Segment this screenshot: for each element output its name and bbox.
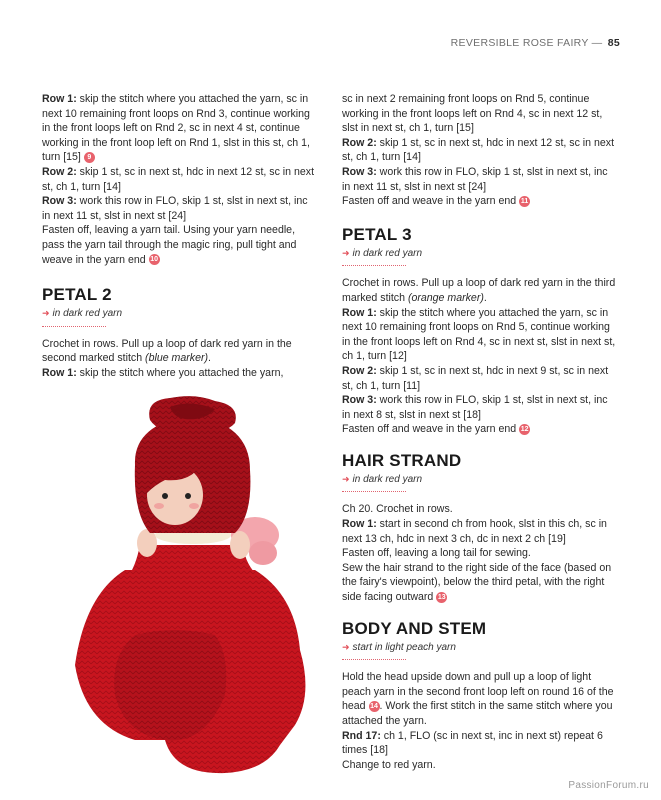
arrow-icon: ➜ bbox=[342, 247, 350, 258]
hair-row1: Row 1: start in second ch from hook, slst in this ch, sc in next 13 ch, hdc in next 3 ch, dc in next 2 ch [19] bbox=[342, 518, 607, 545]
petal2-row1: Row 1: skip the stitch where you attached the yarn, bbox=[42, 366, 284, 379]
step-badge: 13 bbox=[437, 593, 446, 601]
petal3-row1: Row 1: skip the stitch where you attached the yarn, sc in next 10 remaining front loops on Rnd 5, continue working in the front loops left on Rnd 4, sc in next st, slst in next st, ch 1, turn [12] bbox=[342, 306, 616, 363]
divider bbox=[42, 326, 106, 327]
left-row3: Row 3: work this row in FLO, skip 1 st, slst in next st, inc in next 11 st, slst in next st [24] bbox=[42, 195, 308, 222]
step-badge: 9 bbox=[84, 152, 95, 163]
arrow-icon: ➜ bbox=[342, 473, 350, 484]
section-title-body: BODY AND STEM bbox=[342, 618, 487, 638]
hair-fasten: Fasten off, leaving a long tail for sewing. bbox=[342, 547, 531, 560]
section-title-petal3: PETAL 3 bbox=[342, 224, 412, 244]
divider bbox=[342, 491, 406, 492]
petal3-row2: Row 2: skip 1 st, sc in next st, hdc in next 9 st, sc in next st, ch 1, turn [11] bbox=[342, 364, 609, 392]
arrow-icon: ➜ bbox=[42, 308, 50, 319]
watermark: PassionForum.ru bbox=[568, 780, 649, 791]
step-badge: 14 bbox=[370, 703, 378, 711]
header-title: REVERSIBLE ROSE FAIRY — bbox=[450, 37, 603, 49]
left-fasten: Fasten off, leaving a yarn tail. Using your yarn needle, pass the yarn tail through the magic ring, pull tight and weave in the yarn end 10 bbox=[42, 224, 297, 266]
right-row2: Row 2: skip 1 st, sc in next st, hdc in next 12 st, sc in next st, ch 1, turn [14] bbox=[342, 136, 615, 164]
section-title-hair: HAIR STRAND bbox=[342, 450, 462, 470]
left-column bbox=[42, 92, 318, 381]
rose-fairy-doll-image bbox=[55, 395, 327, 795]
page-number: 85 bbox=[607, 37, 620, 49]
yarn-note: ➜ start in light peach yarn bbox=[342, 641, 456, 653]
yarn-note: ➜ in dark red yarn bbox=[342, 247, 423, 259]
right-column bbox=[342, 92, 618, 772]
arm bbox=[137, 529, 157, 557]
running-header bbox=[451, 37, 620, 49]
right-row3: Row 3: work this row in FLO, skip 1 st, slst in next st, inc in next 11 st, slst in next st [24] bbox=[342, 165, 608, 193]
hair-intro: Ch 20. Crochet in rows. bbox=[342, 503, 453, 516]
step-badge: 11 bbox=[520, 197, 529, 205]
body-intro: Hold the head upside down and pull up a loop of light peach yarn in the second front loop left on round 16 of the head 14 . Work the first stitch in the same stitch where you attached the yarn. bbox=[342, 671, 614, 727]
left-row2: Row 2: skip 1 st, sc in next st, hdc in next 12 st, sc in next st, ch 1, turn [14] bbox=[42, 165, 315, 193]
petal3-fasten: Fasten off and weave in the yarn end 12 bbox=[342, 423, 529, 436]
petal3-row3: Row 3: work this row in FLO, skip 1 st, slst in next st, inc in next 8 st, slst in next st [18] bbox=[342, 394, 608, 421]
divider bbox=[342, 265, 406, 266]
yarn-note: ➜ in dark red yarn bbox=[342, 473, 423, 485]
section-title-petal2: PETAL 2 bbox=[42, 285, 112, 305]
yarn-note: ➜ in dark red yarn bbox=[42, 308, 123, 320]
hair-sew: Sew the hair strand to the right side of the face (based on the fairy's viewpoint), below the third petal, with the right side facing outward 13 bbox=[342, 561, 612, 604]
right-fasten: Fasten off and weave in the yarn end 11 bbox=[342, 195, 529, 208]
right-continued: sc in next 2 remaining front loops on Rnd 5, continue working in the front loops left on Rnd 4, sc in next 12 st, slst in next st, ch 1, turn [15] bbox=[342, 93, 603, 135]
petal2-intro: Crochet in rows. Pull up a loop of dark red yarn in the second marked stitch (blue marker). bbox=[42, 337, 292, 365]
left-row1: Row 1: skip the stitch where you attached the yarn, sc in next 10 remaining front loops on Rnd 3, continue working in the front loops left on Rnd 2, sc in next 4 st, continue working in the front loop left on Rnd 1, slst in this st, ch 1, turn [15] 9 bbox=[42, 93, 310, 164]
step-badge: 10 bbox=[150, 256, 158, 264]
petal3-intro: Crochet in rows. Pull up a loop of dark red yarn in the third marked stitch (orange marker). bbox=[342, 277, 616, 304]
divider bbox=[342, 659, 406, 660]
body-rnd17: Rnd 17: ch 1, FLO (sc in next st, inc in next st) repeat 6 times [18] bbox=[342, 729, 603, 757]
arrow-icon: ➜ bbox=[342, 641, 350, 652]
eye bbox=[162, 493, 168, 499]
step-badge: 12 bbox=[520, 425, 529, 433]
body-change: Change to red yarn. bbox=[342, 758, 436, 771]
